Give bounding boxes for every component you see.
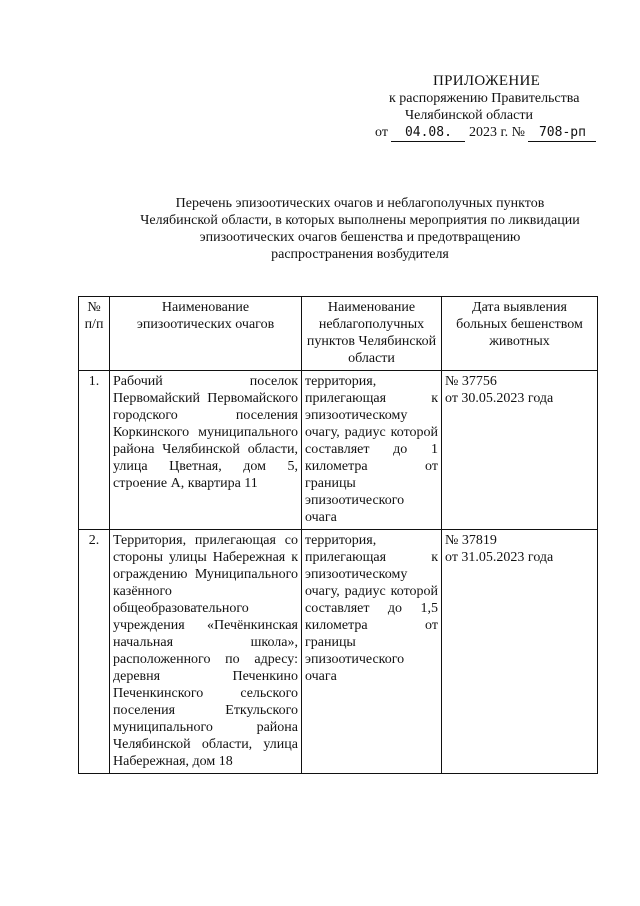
- date-prefix: от: [375, 125, 388, 140]
- row-number: 1.: [79, 371, 110, 530]
- date-cell: [442, 530, 598, 774]
- col-header-point: Наименование неблагополучных пунктов Челябинской области: [302, 297, 442, 371]
- focus-cell: Рабочий поселок Первомайский Первомайского городского поселения Коркинского муниципального района Челябинской области, улица Цветная, дом 5, строение А, квартира 11: [110, 371, 302, 530]
- row-number: 2.: [79, 530, 110, 774]
- detection-number: № 37819: [445, 533, 497, 548]
- appendix-title: ПРИЛОЖЕНИЕ: [433, 73, 541, 89]
- detection-date: от 31.05.2023 года: [445, 550, 554, 565]
- title-line: Перечень эпизоотических очагов и неблагополучных пунктов: [175, 196, 545, 211]
- order-number-field: 708-рп: [528, 124, 596, 142]
- detection-number: № 37756: [445, 374, 497, 389]
- document-title: [110, 195, 610, 263]
- detection-date: от 30.05.2023 года: [445, 391, 554, 406]
- foci-table: [78, 296, 598, 774]
- title-line: Челябинской области, в которых выполнены мероприятия по ликвидации: [140, 213, 580, 228]
- date-field: 04.08.: [391, 124, 465, 142]
- title-line: распространения возбудителя: [271, 247, 449, 262]
- appendix-line-1: к распоряжению Правительства: [389, 91, 580, 106]
- table-header-row: [79, 297, 598, 371]
- col-header-date: Дата выявления больных бешенством животных: [442, 297, 598, 371]
- table-row: [79, 530, 598, 774]
- date-cell: [442, 371, 598, 530]
- year-text: 2023 г. №: [468, 125, 525, 140]
- appendix-line-2: Челябинской области: [405, 108, 533, 123]
- point-cell: территория, прилегающая к эпизоотическому очагу, радиус которой составляет до 1 километра от границы эпизоотического очага: [302, 371, 442, 530]
- col-header-number: № п/п: [79, 297, 110, 371]
- title-line: эпизоотических очагов бешенства и предотвращению: [199, 230, 521, 245]
- col-header-focus: Наименование эпизоотических очагов: [110, 297, 302, 371]
- table-row: [79, 371, 598, 530]
- point-cell: территория, прилегающая к эпизоотическому очагу, радиус которой составляет до 1,5 километра от границы эпизоотического очага: [302, 530, 442, 774]
- appendix-header: [375, 73, 605, 142]
- appendix-date-line: [375, 124, 605, 142]
- focus-cell: Территория, прилегающая со стороны улицы Набережная к ограждению Муниципального казённого общеобразовательного учреждения «Печёнкинская начальная школа», расположенного по адресу: деревня Печенкино Печенкинского сельского поселения Еткульского муниципального района Челябинской области, улица Набережная, дом 18: [110, 530, 302, 774]
